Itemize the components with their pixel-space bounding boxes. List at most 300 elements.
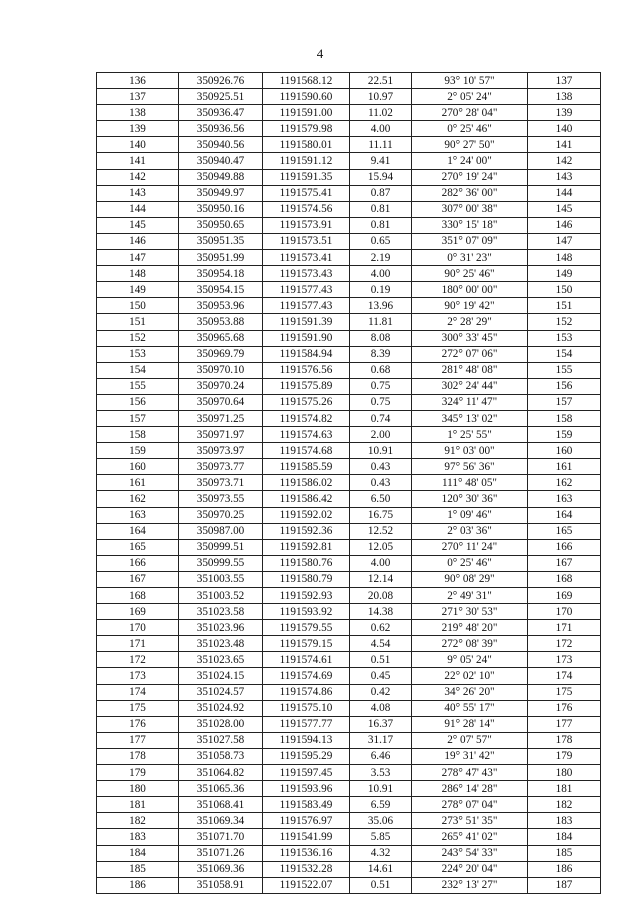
table-row [97,394,601,410]
bearing-cell: 40° 55' 17" [412,700,528,716]
table-row [97,410,601,426]
y-coordinate-cell: 1191580.79 [263,571,350,587]
bearing-cell: 180° 00' 00" [412,282,528,298]
x-coordinate-cell: 351024.92 [179,700,263,716]
table-row [97,716,601,732]
y-coordinate-cell: 1191573.51 [263,233,350,249]
point-to-cell: 174 [528,668,601,684]
length-cell: 16.37 [350,716,412,732]
length-cell: 0.65 [350,233,412,249]
table-row [97,185,601,201]
table-row [97,732,601,748]
point-to-cell: 150 [528,282,601,298]
table-row [97,346,601,362]
point-from-cell: 169 [97,604,179,620]
table-row [97,700,601,716]
y-coordinate-cell: 1191592.02 [263,507,350,523]
table-row [97,571,601,587]
x-coordinate-cell: 350953.88 [179,314,263,330]
length-cell: 15.94 [350,169,412,185]
point-from-cell: 157 [97,410,179,426]
bearing-cell: 224° 20' 04" [412,861,528,877]
point-to-cell: 158 [528,410,601,426]
point-from-cell: 184 [97,845,179,861]
point-from-cell: 168 [97,588,179,604]
length-cell: 6.59 [350,797,412,813]
length-cell: 0.19 [350,282,412,298]
y-coordinate-cell: 1191522.07 [263,877,350,893]
bearing-cell: 278° 47' 43" [412,765,528,781]
bearing-cell: 91° 03' 00" [412,443,528,459]
length-cell: 0.74 [350,410,412,426]
bearing-cell: 22° 02' 10" [412,668,528,684]
y-coordinate-cell: 1191590.60 [263,89,350,105]
y-coordinate-cell: 1191593.96 [263,781,350,797]
point-from-cell: 167 [97,571,179,587]
x-coordinate-cell: 350954.15 [179,282,263,298]
table-row [97,105,601,121]
bearing-cell: 286° 14' 28" [412,781,528,797]
point-to-cell: 177 [528,716,601,732]
y-coordinate-cell: 1191568.12 [263,73,350,89]
x-coordinate-cell: 350987.00 [179,523,263,539]
length-cell: 0.51 [350,877,412,893]
y-coordinate-cell: 1191577.43 [263,298,350,314]
x-coordinate-cell: 350973.71 [179,475,263,491]
y-coordinate-cell: 1191574.82 [263,410,350,426]
length-cell: 10.91 [350,443,412,459]
table-row [97,427,601,443]
length-cell: 13.96 [350,298,412,314]
bearing-cell: 0° 25' 46" [412,121,528,137]
y-coordinate-cell: 1191536.16 [263,845,350,861]
point-to-cell: 153 [528,330,601,346]
bearing-cell: 278° 07' 04" [412,797,528,813]
x-coordinate-cell: 350936.56 [179,121,263,137]
table-row [97,797,601,813]
point-to-cell: 147 [528,233,601,249]
table-row [97,845,601,861]
y-coordinate-cell: 1191592.36 [263,523,350,539]
point-to-cell: 148 [528,250,601,266]
length-cell: 14.38 [350,604,412,620]
point-from-cell: 139 [97,121,179,137]
point-to-cell: 185 [528,845,601,861]
table-row [97,266,601,282]
point-to-cell: 154 [528,346,601,362]
length-cell: 0.75 [350,378,412,394]
y-coordinate-cell: 1191591.00 [263,105,350,121]
length-cell: 9.41 [350,153,412,169]
y-coordinate-cell: 1191532.28 [263,861,350,877]
table-row [97,153,601,169]
point-from-cell: 160 [97,459,179,475]
point-to-cell: 173 [528,652,601,668]
point-to-cell: 164 [528,507,601,523]
bearing-cell: 2° 03' 36" [412,523,528,539]
point-from-cell: 185 [97,861,179,877]
y-coordinate-cell: 1191586.42 [263,491,350,507]
bearing-cell: 330° 15' 18" [412,217,528,233]
x-coordinate-cell: 351023.48 [179,636,263,652]
table-row [97,620,601,636]
bearing-cell: 2° 05' 24" [412,89,528,105]
table-row [97,121,601,137]
x-coordinate-cell: 350999.55 [179,555,263,571]
point-from-cell: 155 [97,378,179,394]
point-from-cell: 161 [97,475,179,491]
bearing-cell: 265° 41' 02" [412,829,528,845]
length-cell: 0.75 [350,394,412,410]
length-cell: 4.08 [350,700,412,716]
length-cell: 8.08 [350,330,412,346]
bearing-cell: 2° 07' 57" [412,732,528,748]
point-to-cell: 162 [528,475,601,491]
point-to-cell: 145 [528,201,601,217]
y-coordinate-cell: 1191594.13 [263,732,350,748]
length-cell: 10.91 [350,781,412,797]
table-row [97,861,601,877]
table-row [97,330,601,346]
x-coordinate-cell: 350940.56 [179,137,263,153]
y-coordinate-cell: 1191585.59 [263,459,350,475]
point-from-cell: 158 [97,427,179,443]
point-from-cell: 174 [97,684,179,700]
y-coordinate-cell: 1191583.49 [263,797,350,813]
point-from-cell: 144 [97,201,179,217]
bearing-cell: 1° 24' 00" [412,153,528,169]
table-row [97,491,601,507]
y-coordinate-cell: 1191591.12 [263,153,350,169]
length-cell: 6.50 [350,491,412,507]
bearing-cell: 272° 08' 39" [412,636,528,652]
x-coordinate-cell: 350950.16 [179,201,263,217]
point-to-cell: 167 [528,555,601,571]
length-cell: 0.68 [350,362,412,378]
x-coordinate-cell: 350969.79 [179,346,263,362]
table-row [97,217,601,233]
table-row [97,588,601,604]
x-coordinate-cell: 350926.76 [179,73,263,89]
x-coordinate-cell: 351027.58 [179,732,263,748]
bearing-cell: 307° 00' 38" [412,201,528,217]
length-cell: 14.61 [350,861,412,877]
x-coordinate-cell: 350970.24 [179,378,263,394]
length-cell: 4.32 [350,845,412,861]
x-coordinate-cell: 350965.68 [179,330,263,346]
table-row [97,539,601,555]
point-from-cell: 171 [97,636,179,652]
point-from-cell: 149 [97,282,179,298]
x-coordinate-cell: 351003.55 [179,571,263,587]
table-row [97,233,601,249]
x-coordinate-cell: 351003.52 [179,588,263,604]
y-coordinate-cell: 1191592.81 [263,539,350,555]
point-to-cell: 184 [528,829,601,845]
x-coordinate-cell: 350954.18 [179,266,263,282]
point-from-cell: 137 [97,89,179,105]
bearing-cell: 302° 24' 44" [412,378,528,394]
table-row [97,877,601,893]
point-to-cell: 159 [528,427,601,443]
length-cell: 0.45 [350,668,412,684]
page-number: 4 [316,46,324,61]
point-from-cell: 177 [97,732,179,748]
point-to-cell: 175 [528,684,601,700]
y-coordinate-cell: 1191580.76 [263,555,350,571]
bearing-cell: 0° 25' 46" [412,555,528,571]
point-to-cell: 171 [528,620,601,636]
y-coordinate-cell: 1191574.61 [263,652,350,668]
x-coordinate-cell: 351069.34 [179,813,263,829]
point-from-cell: 183 [97,829,179,845]
table-row [97,636,601,652]
y-coordinate-cell: 1191592.93 [263,588,350,604]
x-coordinate-cell: 351071.26 [179,845,263,861]
y-coordinate-cell: 1191591.35 [263,169,350,185]
table-row [97,73,601,89]
table-row [97,748,601,764]
x-coordinate-cell: 350971.97 [179,427,263,443]
point-to-cell: 163 [528,491,601,507]
bearing-cell: 324° 11' 47" [412,394,528,410]
table-row [97,604,601,620]
table-row [97,314,601,330]
x-coordinate-cell: 350973.77 [179,459,263,475]
y-coordinate-cell: 1191574.68 [263,443,350,459]
bearing-cell: 232° 13' 27" [412,877,528,893]
x-coordinate-cell: 350970.64 [179,394,263,410]
point-from-cell: 138 [97,105,179,121]
y-coordinate-cell: 1191576.56 [263,362,350,378]
length-cell: 20.08 [350,588,412,604]
point-from-cell: 148 [97,266,179,282]
y-coordinate-cell: 1191584.94 [263,346,350,362]
bearing-cell: 9° 05' 24" [412,652,528,668]
x-coordinate-cell: 351023.65 [179,652,263,668]
x-coordinate-cell: 351068.41 [179,797,263,813]
point-from-cell: 166 [97,555,179,571]
table-row [97,89,601,105]
x-coordinate-cell: 350973.97 [179,443,263,459]
length-cell: 2.00 [350,427,412,443]
point-from-cell: 163 [97,507,179,523]
table-row [97,282,601,298]
length-cell: 0.87 [350,185,412,201]
point-to-cell: 182 [528,797,601,813]
table-row [97,555,601,571]
point-to-cell: 157 [528,394,601,410]
y-coordinate-cell: 1191577.77 [263,716,350,732]
bearing-cell: 219° 48' 20" [412,620,528,636]
x-coordinate-cell: 350999.51 [179,539,263,555]
length-cell: 12.14 [350,571,412,587]
point-to-cell: 141 [528,137,601,153]
y-coordinate-cell: 1191576.97 [263,813,350,829]
table-row [97,362,601,378]
x-coordinate-cell: 350951.99 [179,250,263,266]
x-coordinate-cell: 351065.36 [179,781,263,797]
x-coordinate-cell: 350951.35 [179,233,263,249]
point-from-cell: 151 [97,314,179,330]
point-from-cell: 159 [97,443,179,459]
point-to-cell: 161 [528,459,601,475]
point-to-cell: 180 [528,765,601,781]
point-from-cell: 178 [97,748,179,764]
x-coordinate-cell: 350949.97 [179,185,263,201]
x-coordinate-cell: 351058.73 [179,748,263,764]
y-coordinate-cell: 1191577.43 [263,282,350,298]
bearing-cell: 271° 30' 53" [412,604,528,620]
point-to-cell: 160 [528,443,601,459]
table-row [97,443,601,459]
table-row [97,781,601,797]
point-to-cell: 166 [528,539,601,555]
length-cell: 16.75 [350,507,412,523]
table-row [97,250,601,266]
point-from-cell: 179 [97,765,179,781]
point-from-cell: 153 [97,346,179,362]
point-from-cell: 154 [97,362,179,378]
bearing-cell: 273° 51' 35" [412,813,528,829]
length-cell: 0.51 [350,652,412,668]
point-from-cell: 186 [97,877,179,893]
bearing-cell: 2° 28' 29" [412,314,528,330]
x-coordinate-cell: 350973.55 [179,491,263,507]
table-row [97,169,601,185]
table-row [97,298,601,314]
length-cell: 12.52 [350,523,412,539]
x-coordinate-cell: 351058.91 [179,877,263,893]
point-to-cell: 165 [528,523,601,539]
point-from-cell: 141 [97,153,179,169]
length-cell: 11.02 [350,105,412,121]
length-cell: 11.11 [350,137,412,153]
length-cell: 31.17 [350,732,412,748]
table-row [97,652,601,668]
length-cell: 22.51 [350,73,412,89]
point-to-cell: 142 [528,153,601,169]
y-coordinate-cell: 1191573.43 [263,266,350,282]
table-row [97,813,601,829]
point-from-cell: 143 [97,185,179,201]
x-coordinate-cell: 350940.47 [179,153,263,169]
x-coordinate-cell: 350970.25 [179,507,263,523]
point-to-cell: 143 [528,169,601,185]
length-cell: 4.00 [350,121,412,137]
bearing-cell: 2° 49' 31" [412,588,528,604]
length-cell: 5.85 [350,829,412,845]
length-cell: 3.53 [350,765,412,781]
point-to-cell: 144 [528,185,601,201]
table-row [97,378,601,394]
bearing-cell: 243° 54' 33" [412,845,528,861]
point-to-cell: 140 [528,121,601,137]
length-cell: 11.81 [350,314,412,330]
y-coordinate-cell: 1191595.29 [263,748,350,764]
point-from-cell: 152 [97,330,179,346]
point-from-cell: 142 [97,169,179,185]
point-from-cell: 150 [97,298,179,314]
x-coordinate-cell: 350949.88 [179,169,263,185]
y-coordinate-cell: 1191575.10 [263,700,350,716]
length-cell: 10.97 [350,89,412,105]
point-to-cell: 179 [528,748,601,764]
x-coordinate-cell: 351023.58 [179,604,263,620]
bearing-cell: 91° 28' 14" [412,716,528,732]
point-to-cell: 181 [528,781,601,797]
y-coordinate-cell: 1191591.90 [263,330,350,346]
length-cell: 12.05 [350,539,412,555]
x-coordinate-cell: 350970.10 [179,362,263,378]
bearing-cell: 272° 07' 06" [412,346,528,362]
coordinates-table [96,72,601,894]
table-row [97,137,601,153]
bearing-cell: 120° 30' 36" [412,491,528,507]
length-cell: 8.39 [350,346,412,362]
point-to-cell: 137 [528,73,601,89]
length-cell: 2.19 [350,250,412,266]
point-from-cell: 175 [97,700,179,716]
y-coordinate-cell: 1191573.91 [263,217,350,233]
length-cell: 0.81 [350,201,412,217]
bearing-cell: 300° 33' 45" [412,330,528,346]
table-row [97,523,601,539]
x-coordinate-cell: 351071.70 [179,829,263,845]
table-row [97,684,601,700]
point-to-cell: 139 [528,105,601,121]
point-from-cell: 156 [97,394,179,410]
point-to-cell: 176 [528,700,601,716]
bearing-cell: 90° 19' 42" [412,298,528,314]
y-coordinate-cell: 1191586.02 [263,475,350,491]
length-cell: 4.00 [350,266,412,282]
length-cell: 4.54 [350,636,412,652]
point-to-cell: 169 [528,588,601,604]
bearing-cell: 0° 31' 23" [412,250,528,266]
y-coordinate-cell: 1191574.63 [263,427,350,443]
x-coordinate-cell: 351028.00 [179,716,263,732]
y-coordinate-cell: 1191593.92 [263,604,350,620]
point-to-cell: 187 [528,877,601,893]
point-from-cell: 146 [97,233,179,249]
y-coordinate-cell: 1191580.01 [263,137,350,153]
point-to-cell: 183 [528,813,601,829]
table-row [97,765,601,781]
bearing-cell: 111° 48' 05" [412,475,528,491]
x-coordinate-cell: 350950.65 [179,217,263,233]
point-from-cell: 172 [97,652,179,668]
y-coordinate-cell: 1191541.99 [263,829,350,845]
bearing-cell: 281° 48' 08" [412,362,528,378]
point-from-cell: 164 [97,523,179,539]
bearing-cell: 351° 07' 09" [412,233,528,249]
bearing-cell: 93° 10' 57" [412,73,528,89]
bearing-cell: 1° 09' 46" [412,507,528,523]
table-row [97,201,601,217]
length-cell: 0.42 [350,684,412,700]
length-cell: 0.43 [350,475,412,491]
bearing-cell: 270° 11' 24" [412,539,528,555]
point-from-cell: 170 [97,620,179,636]
y-coordinate-cell: 1191591.39 [263,314,350,330]
table-row [97,668,601,684]
point-to-cell: 138 [528,89,601,105]
x-coordinate-cell: 350925.51 [179,89,263,105]
x-coordinate-cell: 350971.25 [179,410,263,426]
y-coordinate-cell: 1191574.86 [263,684,350,700]
y-coordinate-cell: 1191575.89 [263,378,350,394]
